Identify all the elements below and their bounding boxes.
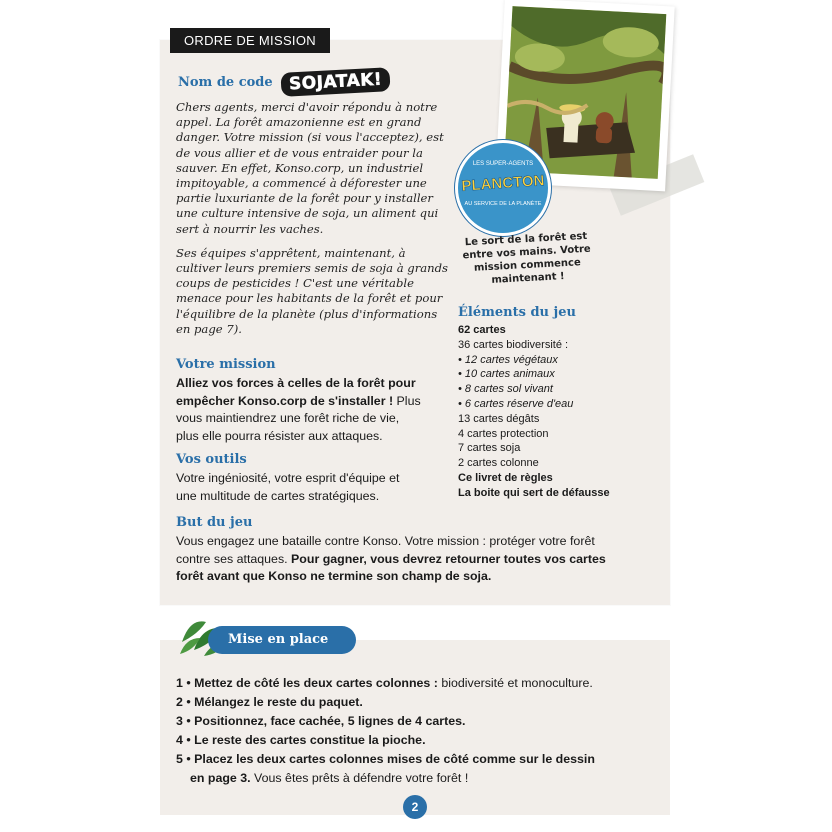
setup-step — [176, 712, 595, 731]
step-bold: Mélangez le reste du paquet. — [194, 695, 363, 709]
badge-name: PLANCTON — [460, 172, 546, 195]
game-logo: SOJATAK! — [280, 67, 390, 97]
goal-text: Vous engagez une bataille contre Konso. Votre mission : protéger votre forêt contre ses attaques. — [176, 534, 595, 566]
goal-body — [176, 533, 616, 586]
mission-heading: Votre mission — [176, 357, 276, 372]
goal-heading: But du jeu — [176, 515, 253, 530]
intro-text — [176, 100, 451, 346]
elements-bio: 36 cartes biodiversité : — [458, 338, 569, 351]
setup-step — [176, 693, 595, 712]
codename-label: Nom de code — [178, 74, 273, 90]
mission-order-tag: ORDRE DE MISSION — [170, 28, 330, 53]
intro-paragraph-1: Chers agents, merci d'avoir répondu à notre appel. La forêt amazonienne est en grand danger. Votre mission (si vous l'acceptez), est de vous allier et de vous entraider pour la sauver. En effet, Konso.corp, un industriel impitoyable, a commencé à déforester une partie luxuriante de la forêt pour y installer une culture intensive de soja, un aliment qui sert à nourrir les vaches. — [176, 100, 444, 236]
step-text: Vous êtes prêts à défendre votre forêt ! — [250, 771, 469, 785]
codename-row — [178, 70, 390, 94]
elements-total: 62 cartes — [458, 324, 506, 336]
elements-sub-item: • 6 cartes réserve d'eau — [458, 397, 574, 410]
setup-step — [176, 674, 595, 693]
elements-bold-item: Ce livret de règles — [458, 471, 553, 484]
setup-heading: Mise en place — [208, 626, 356, 654]
step-bold: en page 3. — [190, 771, 251, 785]
elements-item: 2 cartes colonne — [458, 457, 539, 470]
step-number: 1 • — [176, 676, 191, 690]
elements-sub-item: • 10 cartes animaux — [458, 368, 555, 381]
step-number: 2 • — [176, 695, 191, 709]
step-text: biodiversité et monoculture. — [437, 676, 593, 690]
tools-heading: Vos outils — [176, 452, 247, 467]
step-number: 4 • — [176, 733, 191, 747]
step-number: 5 • — [176, 752, 191, 766]
badge-top-text: LES SUPER-AGENTS — [472, 161, 534, 167]
elements-sub-item: • 8 cartes sol vivant — [458, 383, 553, 396]
goal-bold: Pour gagner, vous devrez retourner toutes vos cartes forêt avant que Konso ne termine son champ de soja. — [176, 551, 606, 583]
setup-step — [176, 750, 595, 769]
elements-list — [458, 323, 610, 501]
photo-caption: Le sort de la forêt est entre vos mains. Votre mission commence maintenant ! — [462, 230, 591, 286]
plancton-badge — [455, 140, 551, 236]
mission-text: Plus vous maintiendrez une forêt riche de vie, plus elle pourra résister aux attaques. — [176, 393, 421, 443]
step-bold: Placez les deux cartes colonnes mises de côté comme sur le dessin — [194, 752, 595, 766]
step-number: 3 • — [176, 714, 191, 728]
mission-body — [176, 375, 421, 445]
setup-steps — [176, 674, 595, 788]
mission-bold: Alliez vos forces à celles de la forêt pour empêcher Konso.corp de s'installer ! — [176, 376, 416, 408]
intro-paragraph-2: Ses équipes s'apprêtent, maintenant, à cultiver leurs premiers semis de soja à grands coups de pesticides ! C'est une véritable menace pour les habitants de la forêt et pour l'équilibre de la planète (plus d'informations en page 7). — [176, 245, 449, 336]
setup-step-continuation — [176, 769, 595, 788]
step-bold: Positionnez, face cachée, 5 lignes de 4 cartes. — [194, 714, 466, 728]
badge-bottom-text: AU SERVICE DE LA PLANÈTE — [464, 201, 542, 207]
elements-sub-item: • 12 cartes végétaux — [458, 353, 558, 366]
elements-bold-item: La boite qui sert de défausse — [458, 486, 610, 499]
setup-step — [176, 731, 595, 750]
elements-item: 13 cartes dégâts — [458, 412, 540, 425]
elements-item: 4 cartes protection — [458, 427, 549, 440]
step-bold: Le reste des cartes constitue la pioche. — [194, 733, 426, 747]
page-number: 2 — [403, 795, 427, 819]
tools-text: Votre ingéniosité, votre esprit d'équipe et une multitude de cartes stratégiques. — [176, 471, 400, 503]
step-bold: Mettez de côté les deux cartes colonnes : — [194, 676, 438, 690]
elements-heading: Éléments du jeu — [458, 305, 576, 320]
elements-item: 7 cartes soja — [458, 442, 521, 455]
